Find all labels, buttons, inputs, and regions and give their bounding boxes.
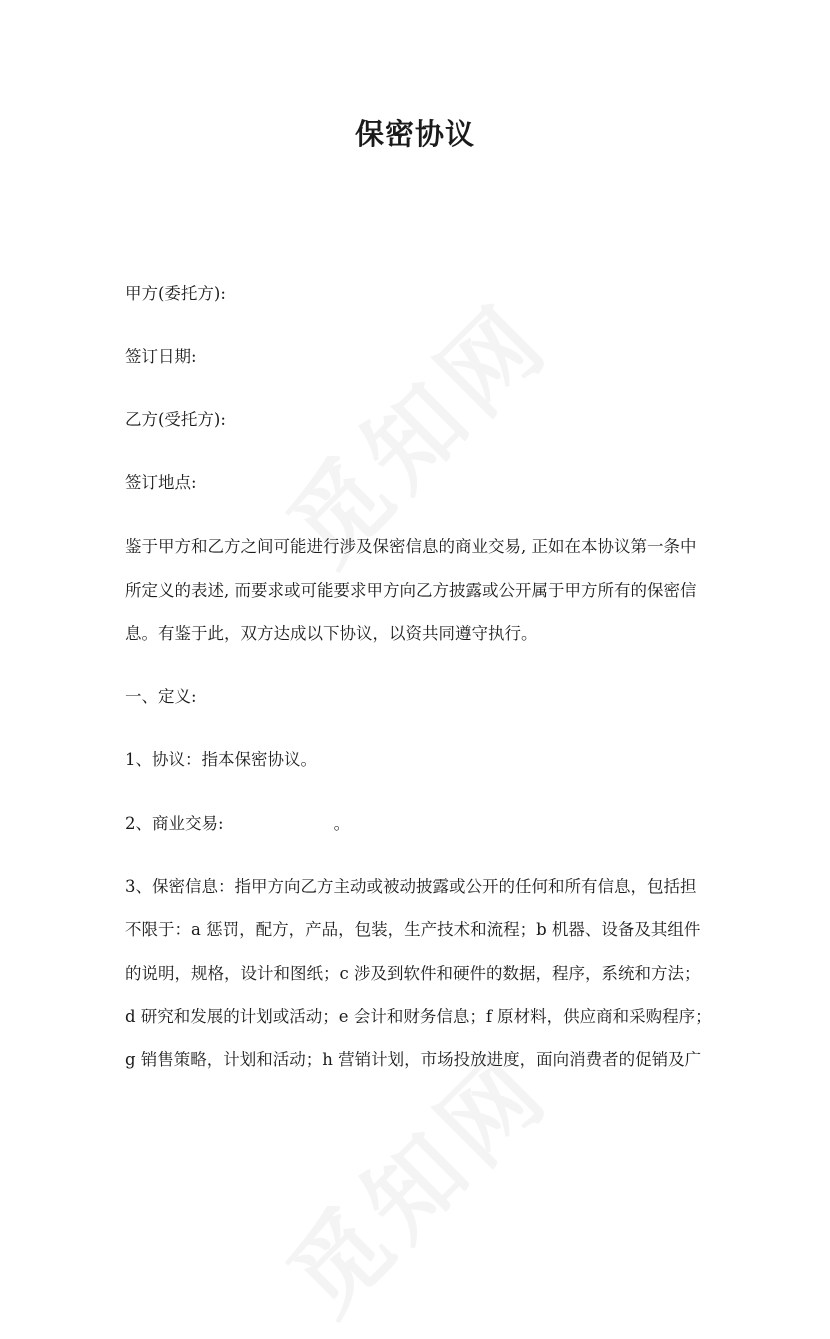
paragraph-line: 的说明，规格，设计和图纸；c 涉及到软件和硬件的数据，程序，系统和方法； (125, 964, 701, 983)
paragraph-line: d 研究和发展的计划或活动；e 会计和财务信息；f 原材料，供应商和采购程序； (125, 1007, 712, 1026)
party-a-field: 甲方(委托方): (125, 284, 226, 303)
sign-date-field: 签订日期: (125, 347, 197, 366)
section-heading: 一、定义: (125, 687, 197, 706)
sign-place-field: 签订地点: (125, 473, 197, 492)
paragraph-line: 3、保密信息：指甲方向乙方主动或被动披露或公开的任何和所有信息，包括担 (125, 877, 697, 896)
paragraph-line: 所定义的表述, 而要求或可能要求甲方向乙方披露或公开属于甲方所有的保密信 (125, 581, 697, 600)
definition-item-2 (125, 812, 710, 836)
definition-item-2-label: 2、商业交易: (125, 814, 224, 833)
paragraph-line: 息。有鉴于此，双方达成以下协议，以资共同遵守执行。 (125, 624, 538, 643)
paragraph-line: g 销售策略，计划和活动；h 营销计划，市场投放进度，面向消费者的促销及广 (125, 1050, 702, 1069)
document-title: 保密协议 (354, 117, 475, 151)
paragraph-line: 不限于：a 惩罚，配方，产品，包装，生产技术和流程；b 机器、设备及其组件 (125, 920, 701, 939)
definition-item-2-end: 。 (333, 814, 351, 833)
definition-item-1: 1、协议：指本保密协议。 (125, 750, 317, 769)
party-b-field: 乙方(受托方): (125, 410, 226, 429)
paragraph-line: 鉴于甲方和乙方之间可能进行涉及保密信息的商业交易, 正如在本协议第一条中 (125, 537, 697, 556)
